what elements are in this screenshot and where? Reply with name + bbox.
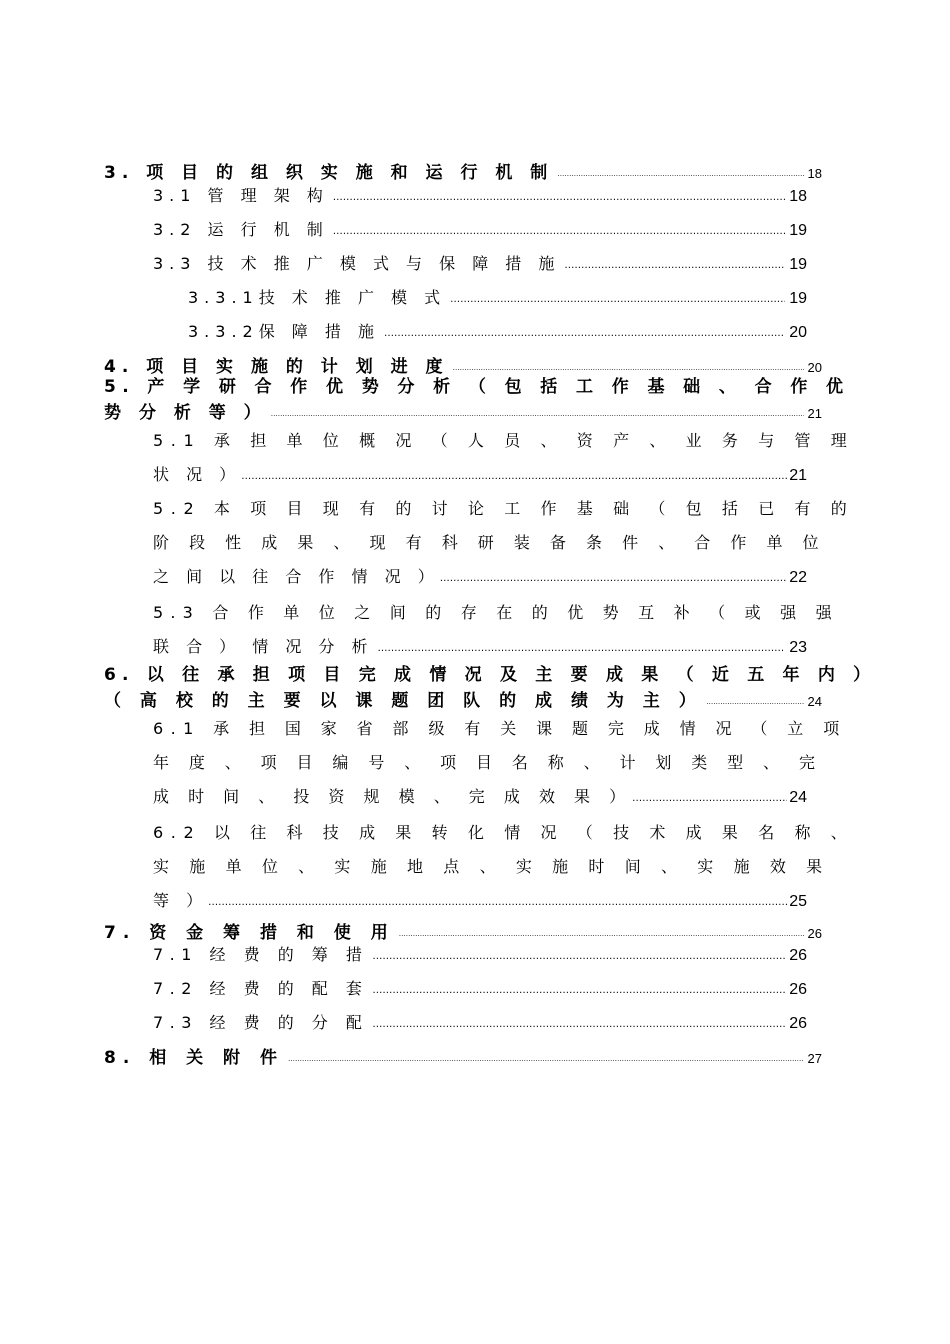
toc-entry-3[interactable]: [104, 158, 822, 183]
toc-entry-label-line: 5.2 本 项 目 现 有 的 讨 论 工 作 基 础 （ 包 括 已 有 的: [153, 499, 855, 518]
toc-entry-label-line: 5. 产 学 研 合 作 优 势 分 析 （ 包 括 工 作 基 础 、 合 作 优: [104, 377, 850, 397]
toc-entry-label-line: 等 ）: [153, 891, 209, 910]
toc-entry-label-line: 6.1 承 担 国 家 省 部 级 有 关 课 题 完 成 情 况 （ 立 项: [153, 719, 847, 738]
toc-entry-5-1[interactable]: [153, 424, 855, 495]
toc-leader: [706, 698, 803, 706]
toc-page-number: 26: [789, 981, 807, 998]
toc-page-number: 26: [789, 947, 807, 964]
toc-leader: [384, 328, 785, 339]
toc-entry-label: 8. 相 关 附 件: [104, 1048, 284, 1068]
toc-page-number: 18: [789, 188, 807, 205]
toc-entry-label: 3.1 管 理 架 构: [153, 186, 329, 205]
toc-entry-3-2[interactable]: [153, 217, 807, 240]
toc-entry-label-line: 阶 段 性 成 果 、 现 有 科 研 装 备 条 件 、 合 作 单 位: [153, 533, 827, 552]
toc-leader: [632, 782, 787, 816]
toc-entry-6-1[interactable]: [153, 712, 847, 817]
toc-leader: [453, 364, 804, 372]
toc-page-number: 23: [789, 639, 807, 656]
toc-entry-3-3-1[interactable]: [188, 285, 807, 308]
toc-entry-5-2[interactable]: [153, 492, 855, 597]
toc-entry-label-line: 6. 以 往 承 担 项 目 完 成 情 况 及 主 要 成 果 （ 近 五 年 内 ）: [104, 665, 877, 685]
toc-leader: [333, 192, 785, 203]
toc-entry-8[interactable]: [104, 1043, 822, 1068]
toc-entry-3-3-2[interactable]: [188, 319, 807, 342]
toc-entry-label: 3.3.1技 术 推 广 模 式: [188, 288, 447, 307]
toc-entry-label: 7.1 经 费 的 筹 措: [153, 945, 369, 964]
toc-page-number: 26: [789, 1015, 807, 1032]
toc-page-number: 26: [807, 926, 822, 941]
toc-entry-label: 7. 资 金 筹 措 和 使 用: [104, 923, 395, 943]
toc-leader: [372, 1019, 785, 1030]
toc-leader: [333, 226, 785, 237]
toc-entry-label-line: 之 间 以 往 合 作 情 况 ）: [153, 567, 440, 586]
toc-entry-7-3[interactable]: [153, 1010, 807, 1033]
toc-leader: [557, 170, 803, 178]
toc-entry-5-3[interactable]: [153, 596, 839, 667]
toc-entry-label: 7.2 经 费 的 配 套: [153, 979, 369, 998]
toc-leader: [450, 294, 785, 305]
toc-leader: [241, 460, 787, 494]
toc-entry-label-line: 成 时 间 、 投 资 规 模 、 完 成 效 果 ）: [153, 787, 633, 806]
toc-page-number: 24: [807, 694, 822, 709]
toc-leader: [208, 886, 787, 920]
toc-entry-7-2[interactable]: [153, 976, 807, 999]
toc-leader: [288, 1055, 804, 1063]
toc-entry-label-line: 6.2 以 往 科 技 成 果 转 化 情 况 （ 技 术 成 果 名 称 、: [153, 823, 855, 842]
toc-leader: [378, 632, 786, 666]
toc-leader: [399, 930, 804, 938]
toc-entry-6[interactable]: [104, 664, 877, 711]
toc-page-number: 20: [789, 324, 807, 341]
toc-entry-label: 7.3 经 费 的 分 配: [153, 1013, 369, 1032]
toc-entry-label-line: 年 度 、 项 目 编 号 、 项 目 名 称 、 计 划 类 型 、 完: [153, 753, 823, 772]
toc-entry-label: 3.2 运 行 机 制: [153, 220, 329, 239]
toc-entry-label-line: 实 施 单 位 、 实 施 地 点 、 实 施 时 间 、 实 施 效 果: [153, 857, 830, 876]
toc-leader: [372, 951, 785, 962]
toc-entry-6-2[interactable]: [153, 816, 855, 921]
toc-page-number: 25: [789, 893, 807, 910]
toc-page-number: 27: [807, 1051, 822, 1066]
toc-entry-label-line: （ 高 校 的 主 要 以 课 题 团 队 的 成 绩 为 主 ）: [104, 691, 703, 711]
toc-page-number: 18: [807, 166, 822, 181]
toc-entry-label-line: 状 况 ）: [153, 465, 242, 484]
toc-page-number: 21: [807, 406, 822, 421]
toc-page-number: 24: [789, 789, 807, 806]
toc-entry-label: 3.3.2保 障 措 施: [188, 322, 380, 341]
toc-page-number: 21: [789, 467, 807, 484]
toc-entry-label-line: 势 分 析 等 ）: [104, 403, 267, 423]
toc-entry-label-line: 5.1 承 担 单 位 概 况 （ 人 员 、 资 产 、 业 务 与 管 理: [153, 431, 855, 450]
toc-entry-label: 3. 项 目 的 组 织 实 施 和 运 行 机 制: [104, 163, 554, 183]
toc-entry-label: 3.3 技 术 推 广 模 式 与 保 障 措 施: [153, 254, 561, 273]
toc-leader: [564, 260, 785, 271]
toc-entry-3-1[interactable]: [153, 183, 807, 206]
toc-page-number: 19: [789, 256, 807, 273]
toc-entry-5[interactable]: [104, 376, 850, 423]
toc-page-number: 19: [789, 290, 807, 307]
toc-page-number: 19: [789, 222, 807, 239]
toc-entry-7[interactable]: [104, 918, 822, 943]
toc-leader: [372, 985, 785, 996]
toc-page-number: 20: [807, 360, 822, 375]
toc-entry-label: 4. 项 目 实 施 的 计 划 进 度: [104, 357, 449, 377]
toc-leader: [271, 410, 804, 418]
toc-entry-3-3[interactable]: [153, 251, 807, 274]
toc-entry-7-1[interactable]: [153, 942, 807, 965]
toc-entry-label-line: 联 合 ） 情 况 分 析: [153, 637, 374, 656]
toc-leader: [440, 562, 788, 596]
toc-entry-label-line: 5.3 合 作 单 位 之 间 的 存 在 的 优 势 互 补 （ 或 强 强: [153, 603, 839, 622]
toc-page-number: 22: [789, 569, 807, 586]
toc-entry-4[interactable]: [104, 352, 822, 377]
